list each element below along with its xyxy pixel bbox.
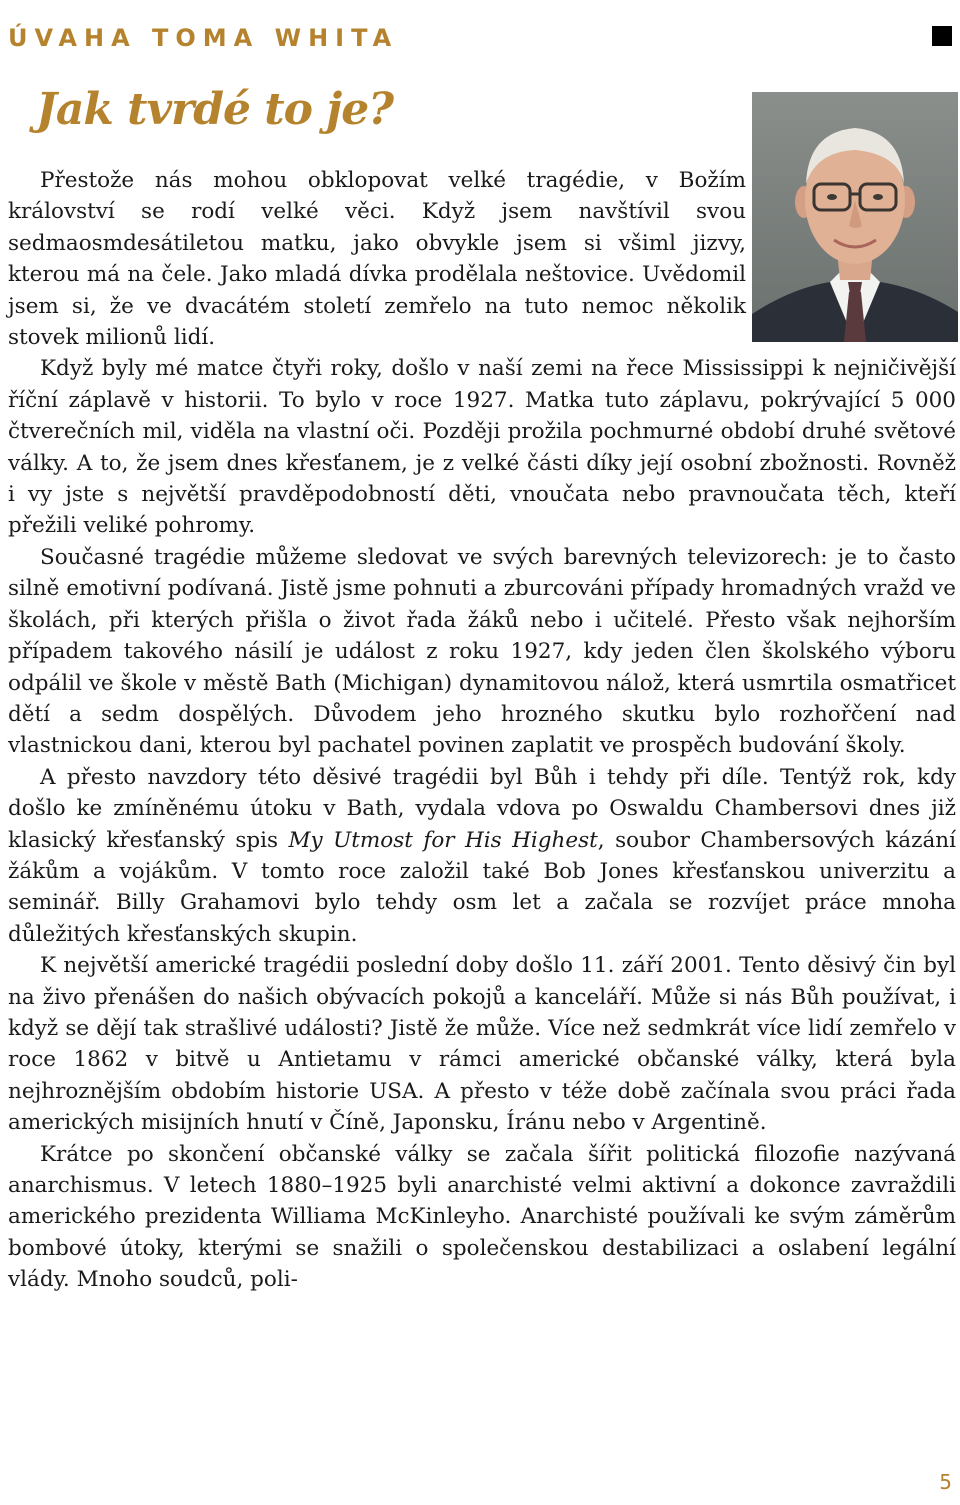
page-header — [8, 24, 952, 54]
article-body — [8, 165, 956, 1296]
paragraph-4: K největší americké tragédii poslední doby došlo 11. září 2001. Tento děsivý čin byl na živo přenášen do našich obývacích pokojů a kanceláří. Může si nás Bůh používat, i když se dějí tak strašlivé události? Jistě že může. Více než sedmkrát více lidí zemřelo v roce 1862 v bitvě u Antietamu v rámci americké občanské války, která byla nejhroznějším obdobím historie USA. A přesto v téže době začínala svou práci řada amerických misijních hnutí v Číně, Japonsku, Íránu nebo v Argentině. — [8, 953, 956, 1136]
paragraph-5: Krátce po skončení občanské války se začala šířit politická filozofie nazývaná anarchismus. V letech 1880–1925 byli anarchisté velmi aktivní a dokonce zavraždili amerického prezidenta Williama McKinleyho. Anarchisté používali ke svým záměrům bombové útoky, kterými se snažili o společenskou destabilizaci a oslabení legální vlády. Mnoho soudců, poli- — [8, 1141, 956, 1293]
paragraph-1-continued: Když byly mé matce čtyři roky, došlo v naší zemi na řece Mississippi k nejničivější říční záplavě v historii. To bylo v roce 1927. Matka tuto záplavu, pokrývající 5 000 čtverečních mil, viděla na vlastní oči. Později prožila pochmurné období druhé světové války. A to, že jsem dnes křesťanem, je z velké části díky její osobní zbožnosti. Rovněž i vy jste s největší pravděpodobností děti, vnoučata nebo pravnoučata těch, kteří přežili veliké pohromy. — [8, 356, 956, 539]
black-square-icon — [932, 26, 952, 46]
paragraph-3-text-start: A přesto navzdory této děsivé tragédii byl Bůh i tehdy při díle. Tentýž rok, kdy došlo ke zmíněnému útoku v Bath, vydala vdova po Oswaldu Chambersovi dnes již klasický křesťanský spis — [8, 764, 956, 853]
paragraph-3 — [8, 762, 956, 950]
section-label: ÚVAHA TOMA WHITA — [8, 24, 399, 52]
paragraph-1: Přestože nás mohou obklopovat velké tragédie, v Božím království se rodí velké věci. Když jsem navštívil svou sedmaosmdesátiletou matku, jako obvykle jsem si všiml jizvy, kterou má na čele. Jako mladá dívka prodělala neštovice. Uvědomil jsem si, že ve dvacátém století zemřelo na tuto nemoc několik stovek milionů lidí. — [8, 168, 746, 351]
paragraph-2: Současné tragédie můžeme sledovat ve svých barevných televizorech: je to často silně emotivní podívaná. Jistě jsme pohnuti a zburcováni případy hromadných vražd ve školách, při kterých přišla o život řada žáků nebo i učitelé. Přesto však nejhorším případem takového násilí je událost z roku 1927, kdy jeden člen školského výboru odpálil ve škole v městě Bath (Michigan) dynamitovou nálož, která usmrtila osmatřicet dětí a sedm dospělých. Důvodem jeho hrozného skutku bylo rozhořčení nad vlastnickou dani, kterou byl pachatel povinen zaplatit ve prospěch budování školy. — [8, 544, 956, 759]
article-title: Jak tvrdé to je? — [36, 84, 393, 135]
paragraph-3-text-end: , soubor Chambersových kázání žákům a vojákům. V tomto roce založil také Bob Jones křesťanskou univerzitu a seminář. Billy Grahamovi bylo tehdy osm let a začala se rozvíjet práce mnoha důležitých křesťanských skupin. — [8, 827, 956, 947]
book-title: My Utmost for His Highest — [288, 827, 598, 853]
page-number: 5 — [939, 1470, 952, 1494]
